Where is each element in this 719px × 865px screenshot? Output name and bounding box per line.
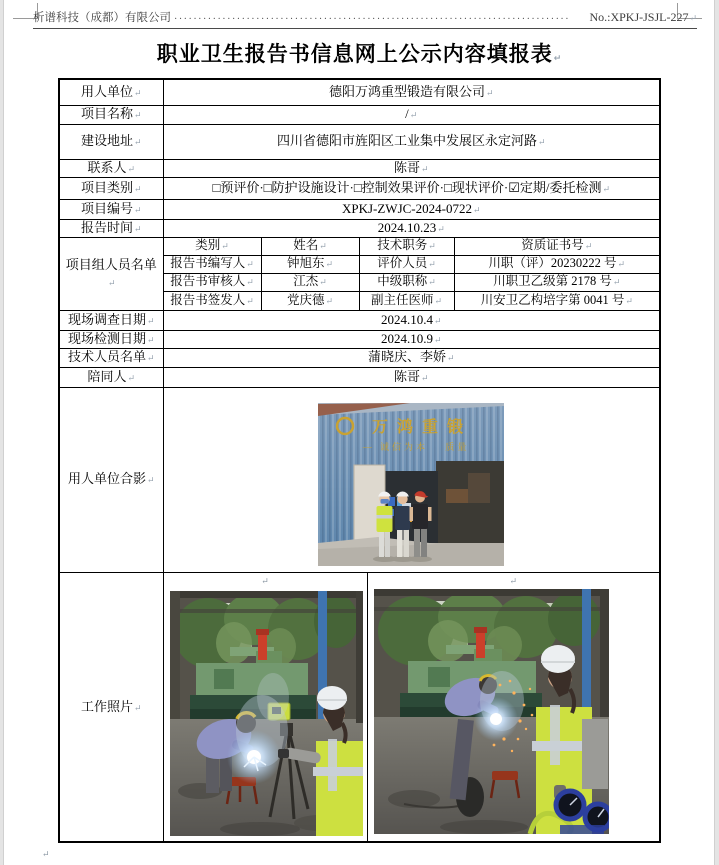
field-label-technicians: 技术人员名单 ↵ — [59, 348, 163, 367]
field-label-address: 建设地址 ↵ — [59, 124, 163, 159]
paragraph-mark: ↵ — [42, 849, 50, 859]
header-dot-leader: ·················································································· — [174, 14, 571, 25]
team-header-row — [59, 237, 660, 255]
work-photo-right-image — [374, 589, 609, 834]
team-writer-role: 报告书编写人 ↵ — [163, 255, 261, 273]
team-writer-cert: 川职（评）20230222 号 ↵ — [454, 255, 660, 273]
field-value-employer: 德阳万鸿重型锻造有限公司 ↵ — [163, 79, 660, 105]
field-value-address: 四川省德阳市旌阳区工业集中发展区永定河路 ↵ — [163, 124, 660, 159]
field-label-contact: 联系人 ↵ — [59, 159, 163, 177]
factory-sign-text: 万鸿重锻 — [372, 418, 473, 436]
team-writer-title: 评价人员 ↵ — [359, 255, 454, 273]
table-row — [59, 330, 660, 348]
field-label-group-photo: 用人单位合影 ↵ — [59, 387, 163, 572]
group-photo-cell — [163, 387, 660, 572]
team-reviewer-name: 江杰 ↵ — [261, 273, 359, 291]
team-issuer-name: 党庆德 ↵ — [261, 291, 359, 310]
team-writer-name: 钟旭东 ↵ — [261, 255, 359, 273]
field-label-escort: 陪同人 ↵ — [59, 367, 163, 387]
blue-pole — [582, 589, 591, 717]
work-photo-right-cell — [368, 573, 660, 841]
team-reviewer-role: 报告书审核人 ↵ — [163, 273, 261, 291]
field-label-project-name: 项目名称 ↵ — [59, 105, 163, 124]
table-row — [59, 348, 660, 367]
header-company-name: 析谱科技（成都）有限公司 — [33, 12, 171, 24]
field-value-survey-date: 2024.10.4 ↵ — [163, 310, 660, 330]
field-label-detect-date: 现场检测日期 ↵ — [59, 330, 163, 348]
table-row — [59, 199, 660, 219]
table-row — [59, 177, 660, 199]
paragraph-mark: ↵ — [509, 575, 518, 586]
team-issuer-title: 副主任医师 ↵ — [359, 291, 454, 310]
field-value-report-date: 2024.10.23 ↵ — [163, 219, 660, 237]
field-value-project-name: / ↵ — [163, 105, 660, 124]
team-header-title: 技术职务 ↵ — [359, 237, 454, 255]
table-row — [59, 219, 660, 237]
team-header-name: 姓名 ↵ — [261, 237, 359, 255]
field-label-team: 项目组人员名单 ↵ — [59, 237, 163, 310]
work-photo-row — [59, 572, 660, 842]
field-label-report-date: 报告时间 ↵ — [59, 219, 163, 237]
field-label-work-photo: 工作照片 ↵ — [59, 572, 163, 842]
page-left-edge — [0, 0, 4, 865]
team-reviewer-title: 中级职称 ↵ — [359, 273, 454, 291]
page-title: 职业卫生报告书信息网上公示内容填报表 ↵ — [0, 38, 719, 68]
field-label-project-no: 项目编号 ↵ — [59, 199, 163, 219]
header-doc-number: No.:XPKJ-JSJL-227 ↵ — [589, 10, 697, 25]
work-photo-left-image — [170, 591, 363, 836]
field-label-employer: 用人单位 ↵ — [59, 79, 163, 105]
work-photo-cell — [163, 572, 660, 842]
field-value-contact: 陈哥 ↵ — [163, 159, 660, 177]
field-label-category: 项目类别 ↵ — [59, 177, 163, 199]
table-row — [59, 159, 660, 177]
red-stool — [492, 771, 518, 780]
team-issuer-cert: 川安卫乙构培字第 0041 号 ↵ — [454, 291, 660, 310]
table-row — [59, 367, 660, 387]
factory-slogan-text: — 诚信为本 质量 — [362, 441, 470, 452]
field-value-project-no: XPKJ-ZWJC-2024-0722 ↵ — [163, 199, 660, 219]
team-header-cert: 资质证书号 ↵ — [454, 237, 660, 255]
table-row — [59, 105, 660, 124]
work-photo-left-cell — [164, 573, 368, 841]
group-photo-row — [59, 387, 660, 572]
field-value-detect-date: 2024.10.9 ↵ — [163, 330, 660, 348]
team-issuer-role: 报告书签发人 ↵ — [163, 291, 261, 310]
group-photo-image — [318, 403, 504, 566]
field-value-category-checkboxes: □预评价·□防护设施设计·□控制效果评价·□现状评价·☑定期/委托检测 ↵ — [163, 177, 660, 199]
team-header-category: 类别 ↵ — [163, 237, 261, 255]
field-value-technicians: 蒲晓庆、李娇 ↵ — [163, 348, 660, 367]
table-row — [59, 310, 660, 330]
page-right-edge — [714, 0, 719, 865]
field-label-survey-date: 现场调查日期 ↵ — [59, 310, 163, 330]
table-row — [59, 79, 660, 105]
team-reviewer-cert: 川职卫乙级第 2178 号 ↵ — [454, 273, 660, 291]
page-header — [33, 9, 697, 29]
form-table — [58, 78, 661, 843]
field-value-escort: 陈哥 ↵ — [163, 367, 660, 387]
table-row — [59, 124, 660, 159]
paragraph-mark: ↵ — [261, 575, 269, 586]
